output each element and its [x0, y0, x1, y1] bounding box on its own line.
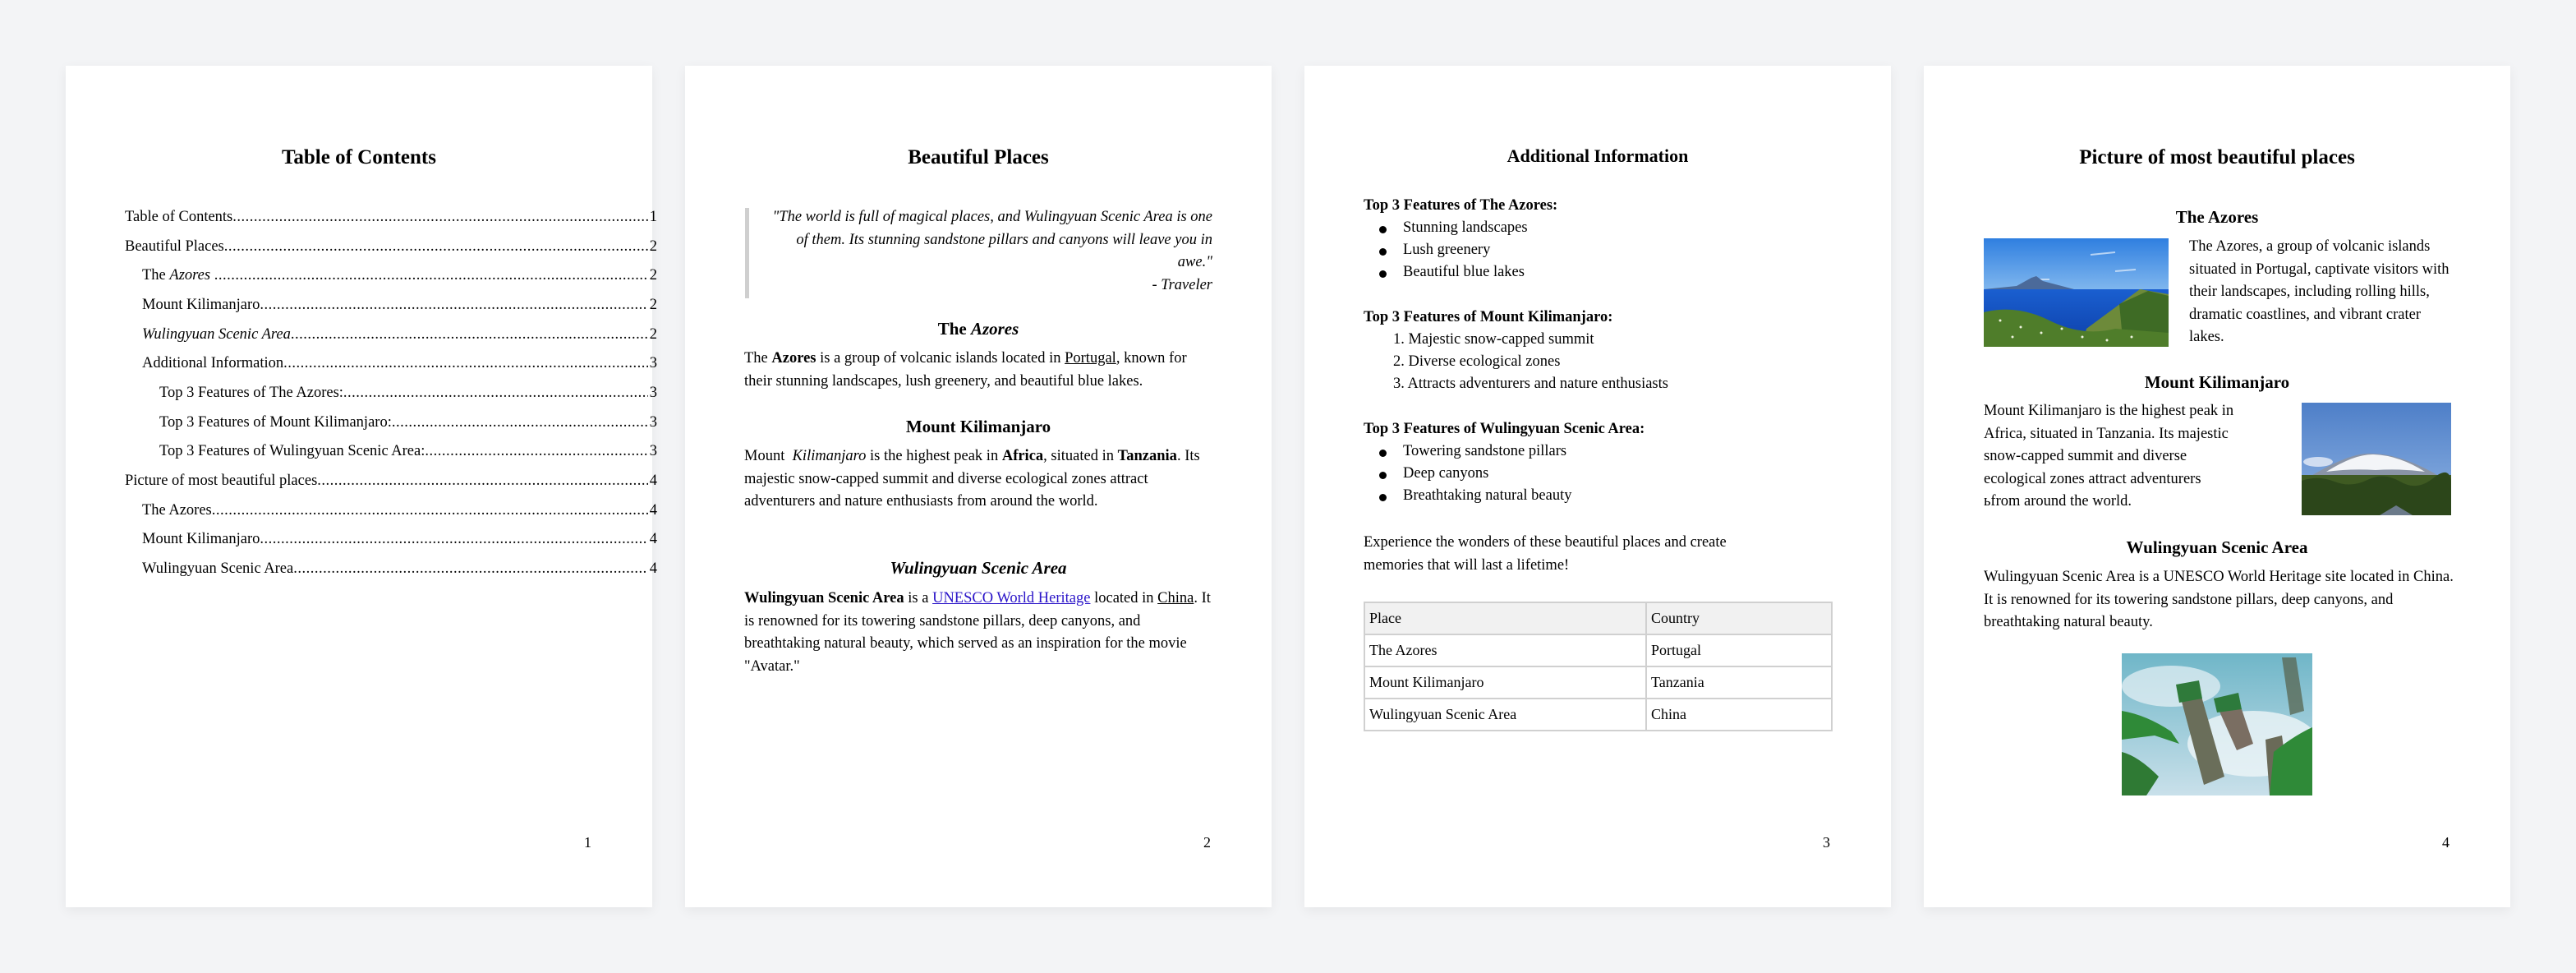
toc-entry-label: Mount Kilimanjaro	[142, 297, 260, 313]
underlined-text: Portugal	[1065, 350, 1116, 367]
toc-entry[interactable]	[159, 413, 657, 432]
toc-entry[interactable]	[125, 237, 657, 256]
heading-italic: Azores	[970, 319, 1019, 339]
toc-page-number: 2	[649, 297, 657, 313]
toc-entry-label: Wulingyuan Scenic Area	[142, 560, 294, 577]
text: , situated in	[1043, 448, 1118, 464]
toc-leader	[224, 237, 648, 256]
toc-entry[interactable]	[142, 500, 657, 520]
toc-entry-label: Table of Contents	[125, 209, 233, 225]
toc-page-number: 3	[649, 443, 657, 459]
kilimanjaro-image	[2302, 403, 2451, 515]
closing-paragraph: Experience the wonders of these beautiful places and create memories that will last a lifetime!	[1364, 534, 1727, 574]
paragraph-wulingyuan: Wulingyuan Scenic Area is a UNESCO World Heritage site located in China. It is renowned for its towering sandstone pillars, deep canyons, and breathtaking natural beauty.	[1984, 569, 2454, 630]
table-row	[1364, 666, 1832, 699]
toc-leader	[317, 471, 647, 491]
toc-entry-label	[142, 325, 291, 344]
toc-entry[interactable]	[159, 383, 657, 403]
toc-label-italic: Azores	[169, 267, 211, 284]
toc-leader	[214, 265, 648, 285]
heading-plain: The	[937, 319, 971, 339]
toc-leader	[232, 207, 647, 227]
list-item-text: Beautiful blue lakes	[1403, 264, 1525, 280]
list-item: 1. Majestic snow-capped summit	[1393, 331, 1594, 348]
list-item-text: Breathtaking natural beauty	[1403, 487, 1572, 504]
toc-entry[interactable]	[142, 295, 657, 315]
list-item	[1403, 487, 1571, 505]
features-heading-wulingyuan: Top 3 Features of Wulingyuan Scenic Area:	[1364, 421, 1645, 437]
list-item	[1403, 264, 1525, 281]
page-title: Table of Contents	[282, 146, 436, 168]
page-number: 4	[2442, 834, 2450, 851]
wulingyuan-image	[2122, 653, 2312, 795]
text: . Its majestic snow-capped summit and diverse ecological zones attract adventurers and nature enthusiasts from around the world.	[744, 448, 1200, 510]
page-1	[66, 66, 657, 907]
toc-entry[interactable]	[142, 353, 657, 373]
toc-entry[interactable]	[125, 207, 657, 227]
table-cell: Tanzania	[1646, 666, 1832, 699]
quote-text: "The world is full of magical places, and Wulingyuan Scenic Area is one of them. Its stunning sandstone pillars and canyons will leave you in awe."	[772, 209, 1212, 270]
toc-page-number: 1	[649, 209, 657, 225]
blockquote	[761, 206, 1212, 297]
toc-leader	[260, 529, 647, 549]
page-number: 1	[584, 834, 591, 851]
text: located in	[1090, 590, 1158, 606]
bullet-icon	[1379, 472, 1387, 479]
page-4	[1924, 66, 2510, 907]
table-header-row	[1364, 602, 1832, 634]
toc-entry[interactable]	[125, 471, 657, 491]
italic-text: Kilimanjaro	[792, 448, 867, 464]
toc-entry-label: Additional Information	[142, 355, 284, 371]
section-heading-azores	[685, 319, 1272, 339]
toc-entry[interactable]	[142, 529, 657, 549]
text: The	[744, 350, 772, 367]
underlined-text: China	[1157, 590, 1194, 606]
toc-label-plain: The	[142, 267, 170, 284]
text: is a	[904, 590, 933, 606]
table-cell: China	[1646, 699, 1832, 731]
list-item-text: Deep canyons	[1403, 465, 1489, 482]
bullet-icon	[1379, 450, 1387, 457]
toc-leader	[293, 559, 648, 579]
text: is the highest peak in	[866, 448, 1002, 464]
toc-page-number: 4	[649, 502, 657, 519]
toc-entry-label: Top 3 Features of Wulingyuan Scenic Area:	[159, 443, 426, 459]
table-row	[1364, 699, 1832, 731]
bullet-icon	[1379, 248, 1387, 256]
column-header: Place	[1364, 602, 1646, 634]
bold-text: Wulingyuan Scenic Area	[744, 590, 904, 606]
toc-entry-label: Top 3 Features of Mount Kilimanjaro:	[159, 414, 392, 431]
paragraph-kilimanjaro	[744, 445, 1214, 514]
paragraph-azores: The Azores, a group of volcanic islands situated in Portugal, captivate visitors with their landscapes, including rolling hills, dramatic coastlines, and vibrant crater lakes.	[2189, 238, 2450, 345]
azores-landscape-photo	[1984, 238, 2169, 347]
table-cell: Portugal	[1646, 634, 1832, 666]
toc-page-number: 2	[649, 238, 657, 255]
toc-leader	[260, 295, 647, 315]
toc-entry-label: The Azores	[142, 502, 212, 519]
toc-leader	[283, 353, 648, 373]
toc-entry-label: Mount Kilimanjaro	[142, 531, 260, 547]
toc-page-number: 2	[649, 267, 657, 284]
page-number: 2	[1203, 834, 1211, 851]
kilimanjaro-mountain-photo	[2302, 403, 2451, 515]
list-item: 3. Attracts adventurers and nature enthusiasts	[1393, 376, 1668, 392]
azores-image	[1984, 238, 2169, 347]
bullet-icon	[1379, 494, 1387, 501]
bold-text: Azores	[771, 350, 816, 367]
wulingyuan-pillars-photo	[2122, 653, 2312, 795]
section-heading-kilimanjaro: Mount Kilimanjaro	[905, 417, 1051, 436]
list-item-text: Lush greenery	[1403, 242, 1491, 258]
places-table	[1364, 602, 1833, 731]
list-item	[1403, 443, 1566, 460]
column-header: Country	[1646, 602, 1832, 634]
toc-entry-label	[142, 265, 214, 285]
page-3	[1304, 66, 1891, 907]
section-heading-azores: The Azores	[2175, 207, 2259, 227]
page-number: 3	[1823, 834, 1830, 851]
paragraph-wulingyuan	[744, 588, 1214, 678]
toc-page-number: 2	[649, 326, 657, 343]
toc-entry-label: Beautiful Places	[125, 238, 224, 255]
page-title: Picture of most beautiful places	[2079, 146, 2355, 168]
bullet-icon	[1379, 270, 1387, 278]
paragraph-azores	[744, 348, 1214, 393]
table-row	[1364, 634, 1832, 666]
toc-page-number: 4	[649, 560, 657, 577]
page-title: Beautiful Places	[908, 146, 1049, 168]
features-heading-azores: Top 3 Features of The Azores:	[1364, 197, 1558, 214]
list-item	[1403, 465, 1488, 482]
toc-label-italic: Wulingyuan Scenic Area	[142, 326, 291, 343]
toc-page-number: 3	[649, 355, 657, 371]
toc-page-number: 3	[649, 414, 657, 431]
list-item: 2. Diverse ecological zones	[1393, 353, 1561, 370]
list-item	[1403, 242, 1490, 259]
list-item-text: Stunning landscapes	[1403, 219, 1528, 236]
page-2	[685, 66, 1272, 907]
section-heading-wulingyuan: Wulingyuan Scenic Area	[890, 558, 1067, 578]
features-heading-kilimanjaro: Top 3 Features of Mount Kilimanjaro:	[1364, 309, 1613, 325]
unesco-link[interactable]: UNESCO World Heritage	[932, 590, 1091, 606]
toc-entry[interactable]	[142, 559, 657, 579]
toc-page-number: 4	[649, 531, 657, 547]
table-cell: The Azores	[1364, 634, 1646, 666]
quote-attribution: - Traveler	[1152, 276, 1212, 293]
text: is a group of volcanic islands located in	[816, 350, 1065, 367]
toc-entry[interactable]	[142, 325, 657, 344]
toc-leader	[392, 413, 648, 432]
bold-text: Africa	[1001, 448, 1044, 464]
paragraph-kilimanjaro: Mount Kilimanjaro is the highest peak in Africa, situated in Tanzania. Its majestic snow-capped summit and diverse ecological zones attract adventurers ьfrom around the world.	[1984, 403, 2234, 510]
page-title: Additional Information	[1506, 145, 1689, 166]
toc-entry-label: Top 3 Features of The Azores:	[159, 385, 343, 401]
toc-entry[interactable]	[159, 441, 657, 461]
toc-leader	[343, 383, 648, 403]
toc-leader	[425, 441, 647, 461]
section-heading-wulingyuan: Wulingyuan Scenic Area	[2126, 537, 2308, 557]
blockquote-bar	[745, 208, 749, 298]
bold-text: Tanzania	[1117, 448, 1177, 464]
bullet-icon	[1379, 226, 1387, 233]
table-cell: Mount Kilimanjaro	[1364, 666, 1646, 699]
text: Mount	[744, 448, 793, 464]
section-heading-kilimanjaro: Mount Kilimanjaro	[2144, 372, 2290, 392]
toc-entry[interactable]	[142, 265, 657, 285]
toc-page-number: 3	[649, 385, 657, 401]
text: . It is renowned for its towering sandstone pillars, deep canyons, and breathtaking natural beauty, which served as an inspiration for the movie "Avatar."	[744, 590, 1211, 675]
text: , known for their stunning landscapes, lush greenery, and beautiful blue lakes.	[744, 350, 1187, 390]
toc-leader	[212, 500, 648, 520]
list-item-text: Towering sandstone pillars	[1403, 443, 1567, 459]
table-cell: Wulingyuan Scenic Area	[1364, 699, 1646, 731]
toc-entry-label: Picture of most beautiful places	[125, 473, 318, 489]
list-item	[1403, 219, 1528, 237]
toc-leader	[291, 325, 648, 344]
toc-page-number: 4	[649, 473, 657, 489]
